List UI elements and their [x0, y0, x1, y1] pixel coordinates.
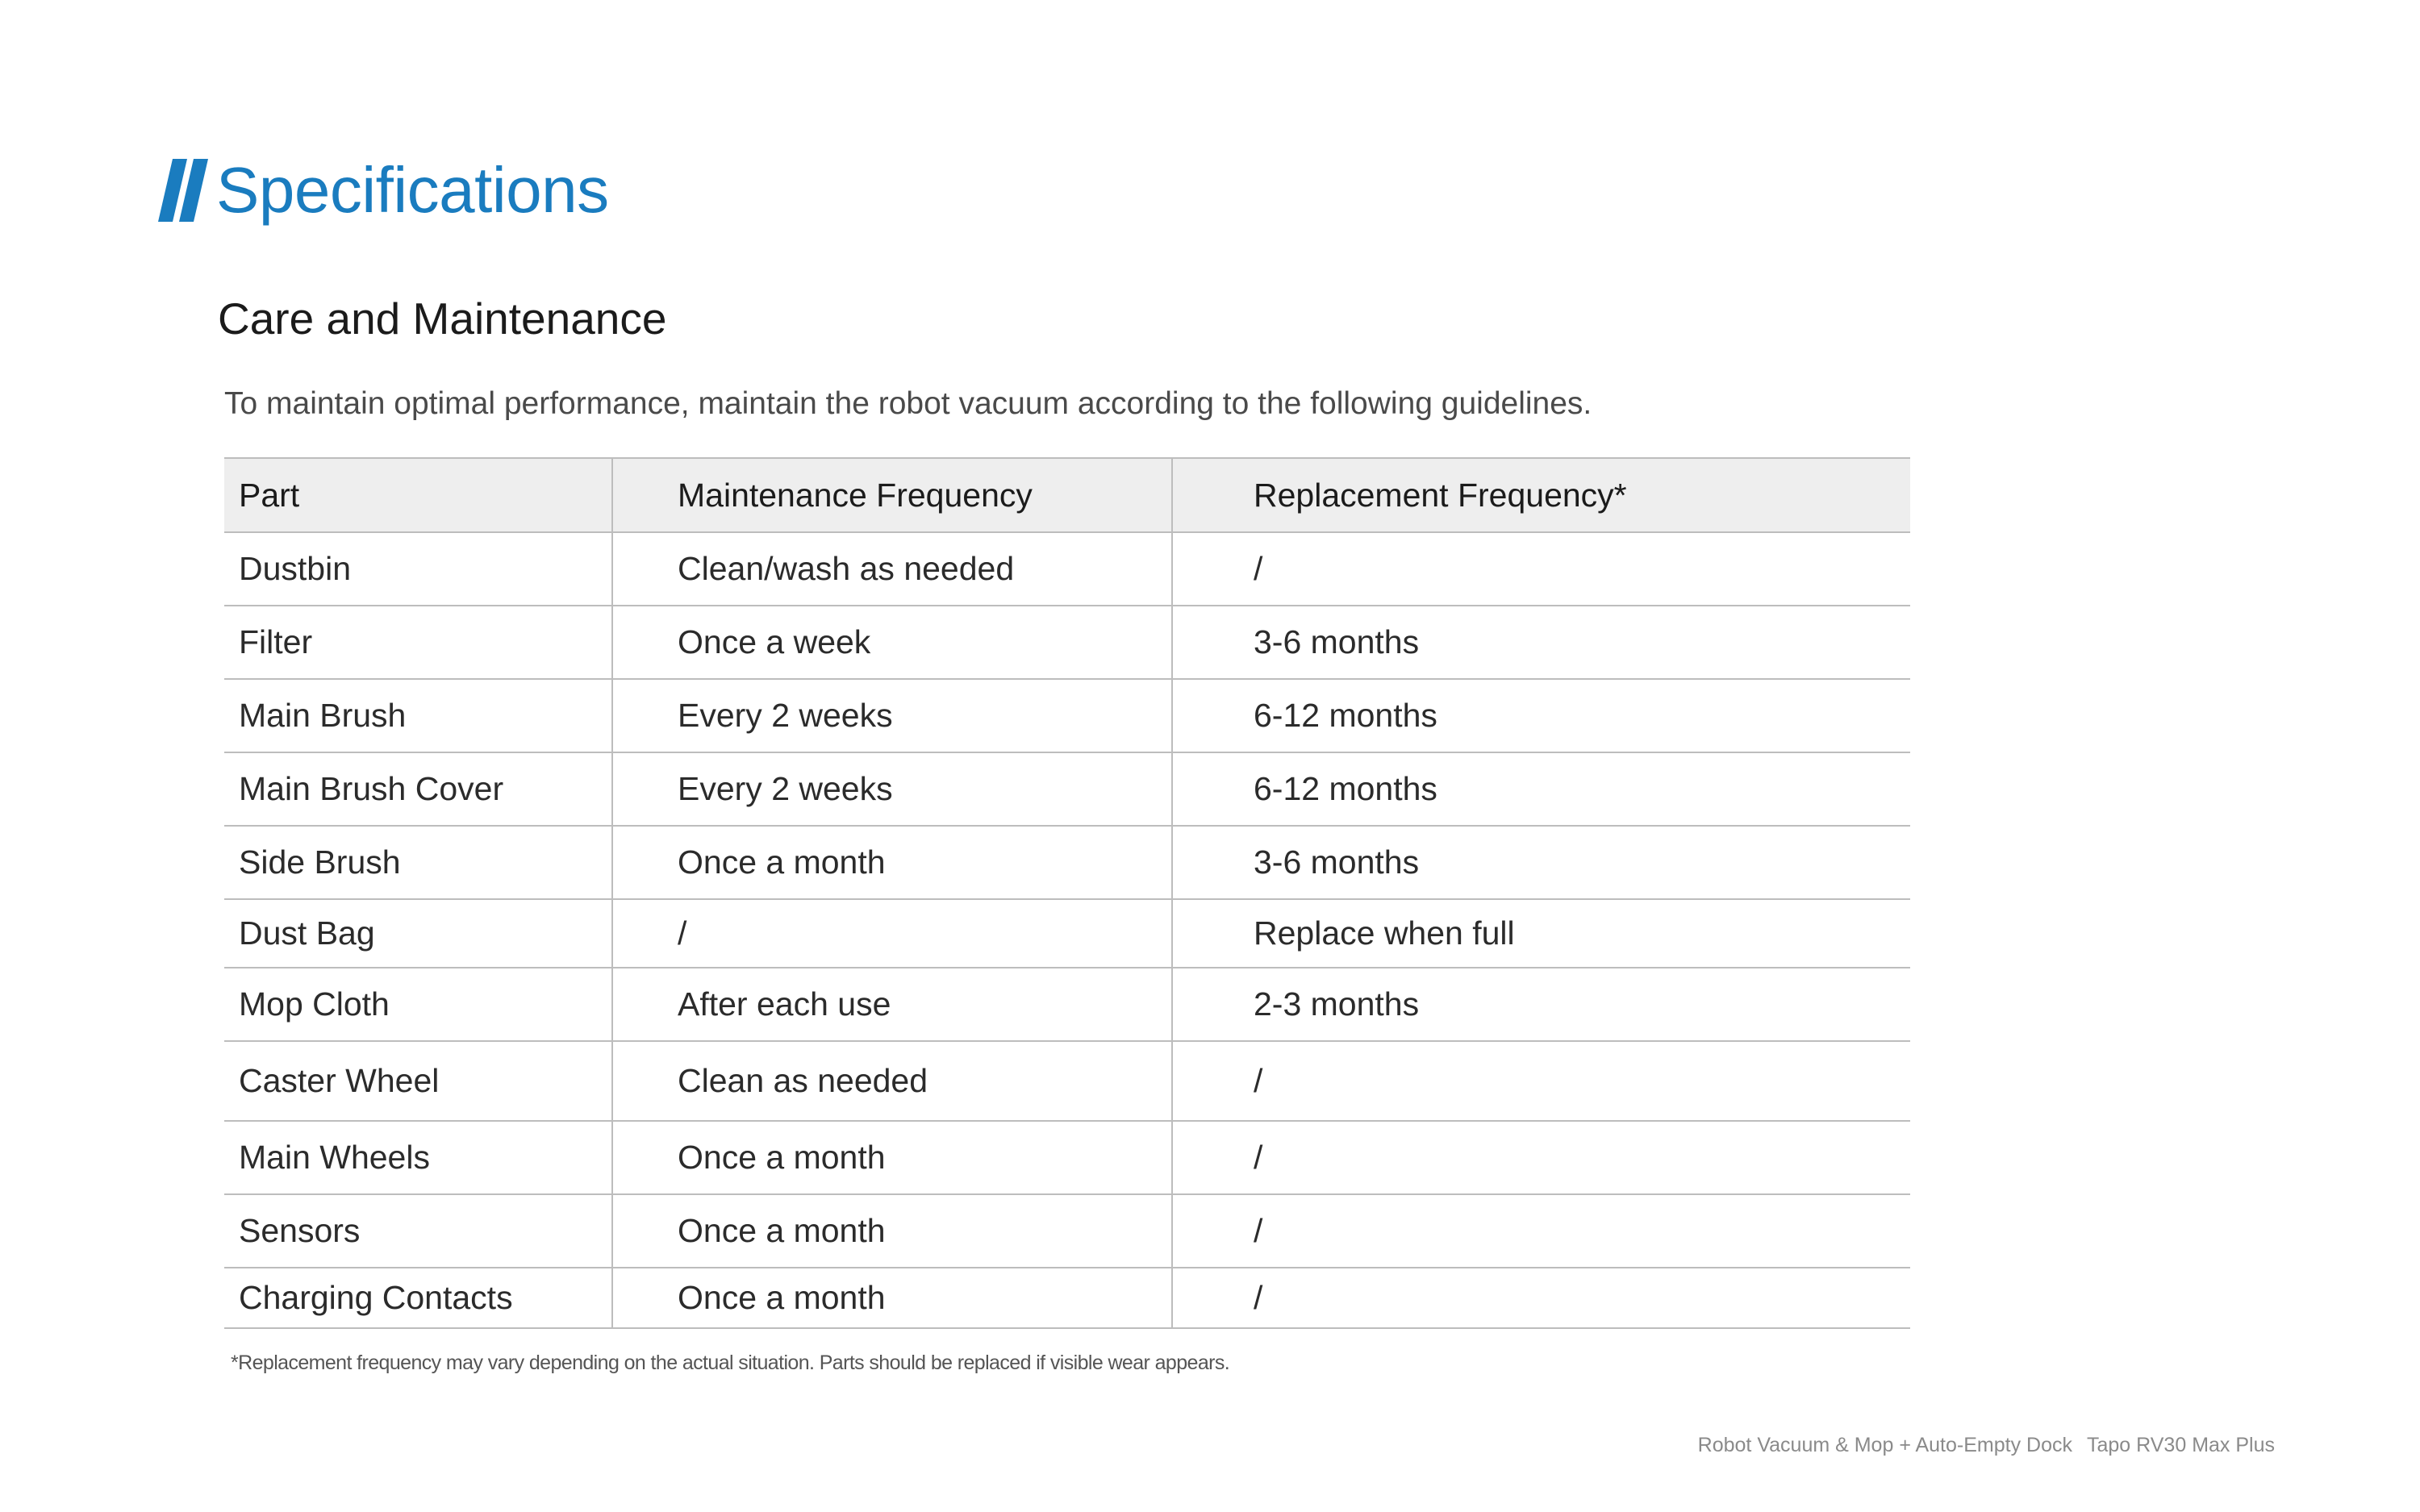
- cell-replacement: /: [1172, 1268, 1910, 1328]
- table-row: [224, 826, 1910, 899]
- cell-replacement: 3-6 months: [1172, 826, 1910, 899]
- cell-part: Main Brush Cover: [224, 752, 612, 826]
- double-slash-icon: [158, 159, 210, 222]
- table-row: [224, 1121, 1910, 1194]
- table-row: [224, 752, 1910, 826]
- footnote: *Replacement frequency may vary depending on the actual situation. Parts should be replaced if visible wear appears.: [231, 1352, 1230, 1374]
- cell-maintenance: Once a month: [612, 1194, 1172, 1268]
- table-row: [224, 679, 1910, 752]
- cell-part: Side Brush: [224, 826, 612, 899]
- cell-replacement: 6-12 months: [1172, 752, 1910, 826]
- table-row: [224, 1268, 1910, 1328]
- cell-maintenance: Clean as needed: [612, 1041, 1172, 1121]
- table-row: [224, 899, 1910, 968]
- cell-maintenance: Clean/wash as needed: [612, 532, 1172, 606]
- cell-replacement: 2-3 months: [1172, 968, 1910, 1041]
- cell-replacement: /: [1172, 1194, 1910, 1268]
- cell-maintenance: After each use: [612, 968, 1172, 1041]
- page-footer: [1698, 1434, 2275, 1457]
- cell-replacement: /: [1172, 532, 1910, 606]
- cell-maintenance: Once a week: [612, 606, 1172, 679]
- table-row: [224, 1041, 1910, 1121]
- cell-maintenance: Once a month: [612, 1268, 1172, 1328]
- header-part: Part: [224, 458, 612, 532]
- maintenance-table: [224, 457, 1910, 1329]
- cell-maintenance: /: [612, 899, 1172, 968]
- cell-part: Dust Bag: [224, 899, 612, 968]
- footer-product: Robot Vacuum & Mop + Auto-Empty Dock: [1697, 1434, 2072, 1456]
- cell-replacement: Replace when full: [1172, 899, 1910, 968]
- cell-maintenance: Every 2 weeks: [612, 752, 1172, 826]
- header-replacement-frequency: Replacement Frequency*: [1172, 458, 1910, 532]
- cell-maintenance: Once a month: [612, 826, 1172, 899]
- cell-replacement: 3-6 months: [1172, 606, 1910, 679]
- table-row: [224, 1194, 1910, 1268]
- cell-part: Main Wheels: [224, 1121, 612, 1194]
- cell-part: Caster Wheel: [224, 1041, 612, 1121]
- cell-maintenance: Every 2 weeks: [612, 679, 1172, 752]
- cell-part: Dustbin: [224, 532, 612, 606]
- cell-part: Sensors: [224, 1194, 612, 1268]
- table-row: [224, 968, 1910, 1041]
- cell-part: Main Brush: [224, 679, 612, 752]
- cell-part: Filter: [224, 606, 612, 679]
- page-title: Specifications: [216, 154, 609, 226]
- cell-replacement: /: [1172, 1121, 1910, 1194]
- table-row: [224, 606, 1910, 679]
- footer-model: Tapo RV30 Max Plus: [2087, 1434, 2275, 1456]
- cell-part: Charging Contacts: [224, 1268, 612, 1328]
- section-title: Care and Maintenance: [218, 294, 667, 344]
- cell-part: Mop Cloth: [224, 968, 612, 1041]
- header-maintenance-frequency: Maintenance Frequency: [612, 458, 1172, 532]
- table-row: [224, 532, 1910, 606]
- cell-replacement: /: [1172, 1041, 1910, 1121]
- cell-replacement: 6-12 months: [1172, 679, 1910, 752]
- cell-maintenance: Once a month: [612, 1121, 1172, 1194]
- table-header-row: [224, 458, 1910, 532]
- intro-text: To maintain optimal performance, maintain the robot vacuum according to the following guidelines.: [224, 386, 1592, 421]
- page-header: [158, 154, 609, 226]
